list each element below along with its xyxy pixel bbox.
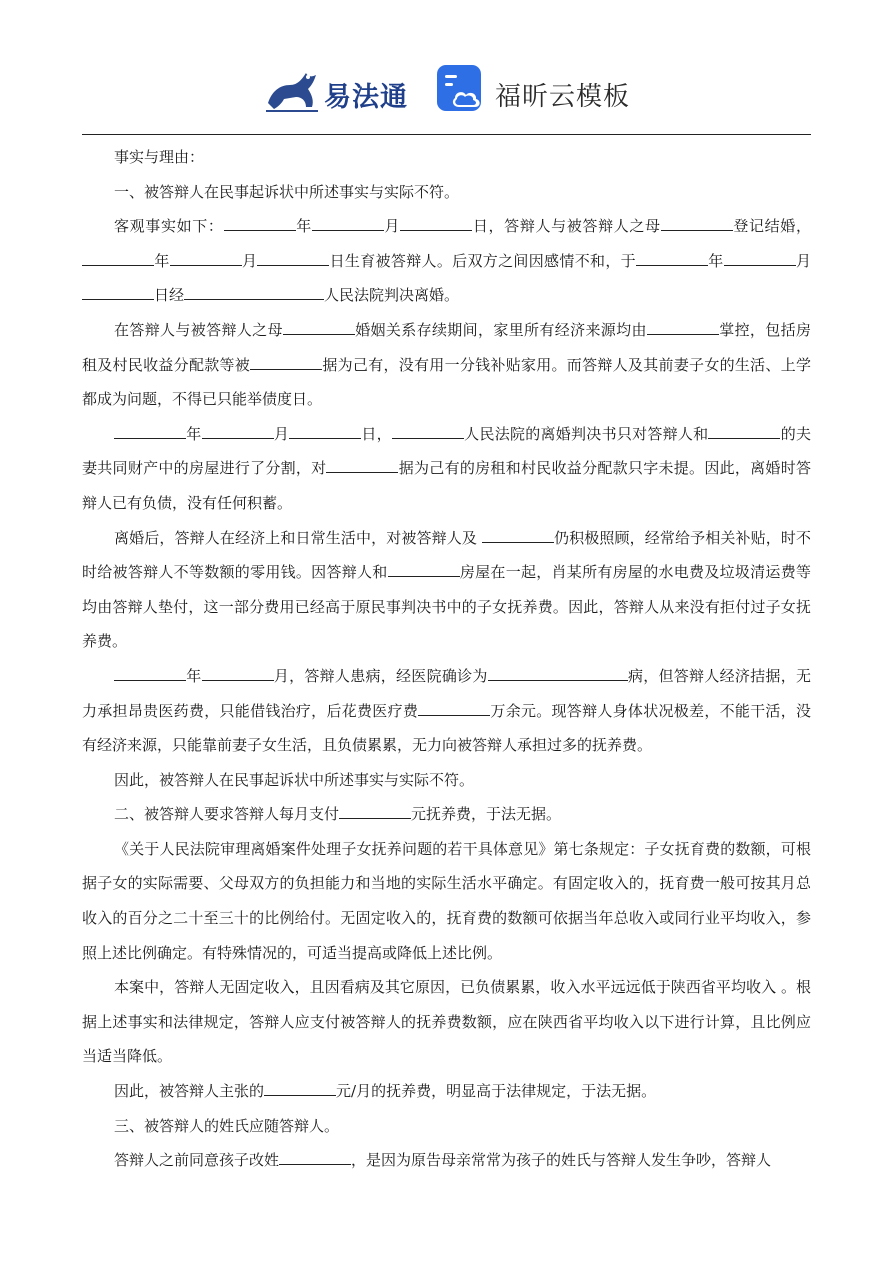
blank-field[interactable] bbox=[202, 424, 274, 439]
section-heading: 事实与理由： bbox=[114, 148, 205, 166]
blank-field[interactable] bbox=[392, 424, 464, 439]
blank-field[interactable] bbox=[170, 251, 242, 266]
yifatong-logo bbox=[262, 63, 422, 117]
logo-left-text: 易法通 bbox=[324, 82, 408, 113]
point-three-heading: 三、被答辩人的姓氏应随答辩人。 bbox=[114, 1116, 340, 1135]
blank-field[interactable] bbox=[312, 216, 384, 231]
blank-field[interactable] bbox=[114, 424, 186, 439]
paragraph-divorce-judgment: 年 月 日， 人民法院的离婚判决书只对答辩人和 的夫妻共同财产中的房屋进行了分割，对 据为己有的房租和村民收益分配款只字未提。因此，离婚时答辩人已有负债，没有任何积蓄。 bbox=[82, 424, 811, 512]
paragraph-marriage: 在答辩人与被答辩人之母 婚姻关系存续期间，家里所有经济来源均由 掌控，包括房租及村民收益分配款等被 据为己有，没有用一分钱补贴家用。而答辩人及其前妻子女的生活、上学都成为问题，不得已只能举债度日。 bbox=[82, 320, 811, 409]
paragraph-this-case: 本案中，答辩人无固定收入，且因看病及其它原因，已负债累累，收入水平远远低于陕西省平均收入 。根据上述事实和法律规定，答辩人应支付被答辩人的抚养费数额，应在陕西省平均收入以下进行计算，且比例应当适当降低。 bbox=[82, 978, 811, 1066]
cloud-document-icon bbox=[435, 63, 487, 115]
blank-field[interactable] bbox=[202, 666, 274, 681]
blank-field[interactable] bbox=[339, 804, 411, 819]
blank-field[interactable] bbox=[82, 251, 154, 266]
document-body bbox=[82, 140, 811, 1178]
blank-field[interactable] bbox=[724, 251, 796, 266]
blank-field[interactable] bbox=[224, 216, 296, 231]
blank-field[interactable] bbox=[114, 666, 186, 681]
paragraph-conclusion-two: 因此，被答辩人主张的 元/月的抚养费，明显高于法律规定，于法无据。 bbox=[114, 1082, 657, 1101]
logo-right-text: 福昕云模板 bbox=[495, 82, 631, 112]
paragraph-conclusion-one: 因此，被答辩人在民事起诉状中所述事实与实际不符。 bbox=[114, 770, 475, 789]
point-two-heading: 二、被答辩人要求答辩人每月支付 元抚养费，于法无据。 bbox=[114, 805, 562, 824]
blank-field[interactable] bbox=[257, 251, 329, 266]
blank-field[interactable] bbox=[400, 216, 472, 231]
point-one-heading: 一、被答辩人在民事起诉状中所述事实与实际不符。 bbox=[114, 182, 460, 201]
blank-field[interactable] bbox=[636, 251, 708, 266]
qilin-icon bbox=[262, 63, 324, 117]
blank-field[interactable] bbox=[264, 1081, 336, 1096]
blank-field[interactable] bbox=[482, 528, 554, 543]
paragraph-legal-basis: 《关于人民法院审理离婚案件处理子女抚养问题的若干具体意见》第七条规定：子女抚育费的数额，可根据子女的实际需要、父母双方的负担能力和当地的实际生活水平确定。有固定收入的，抚育费一般可按其月总收入的百分之二十至三十的比例给付。无固定收入的，抚育费的数额可依据当年总收入或同行业平均收入，参照上述比例确定。有特殊情况的，可适当提高或降低上述比例。 bbox=[82, 839, 811, 962]
blank-field[interactable] bbox=[388, 562, 460, 577]
blank-field[interactable] bbox=[661, 216, 733, 231]
paragraph-surname: 答辩人之前同意孩子改姓 ，是因为原告母亲常常为孩子的姓氏与答辩人发生争吵，答辩人 bbox=[114, 1151, 772, 1170]
paragraph-after-divorce: 离婚后，答辩人在经济上和日常生活中，对被答辩人及 仍积极照顾，经常给予相关补贴，时不时给被答辩人不等数额的零用钱。因答辩人和 房屋在一起，肖某所有房屋的水电费及垃圾清运费等均由答辩人垫付，这一部分费用已经高于原民事判决书中的子女抚养费。因此，答辩人从来没有拒付过子女抚养费。 bbox=[82, 528, 811, 651]
foxit-template-logo bbox=[435, 63, 655, 117]
blank-field[interactable] bbox=[184, 285, 324, 300]
paragraph-illness: 年 月，答辩人患病，经医院确诊为 病，但答辩人经济拮据，无力承担昂贵医药费，只能借钱治疗，后花费医疗费 万余元。现答辩人身体状况极差，不能干活，没有经济来源，只能靠前妻子女生活，且负债累累，无力向被答辩人承担过多的抚养费。 bbox=[82, 666, 811, 755]
blank-field[interactable] bbox=[418, 701, 490, 716]
page-header bbox=[0, 55, 893, 125]
blank-field[interactable] bbox=[488, 666, 628, 681]
blank-field[interactable] bbox=[283, 320, 355, 335]
blank-field[interactable] bbox=[708, 424, 780, 439]
blank-field[interactable] bbox=[326, 458, 398, 473]
blank-field[interactable] bbox=[279, 1150, 351, 1165]
paragraph-facts: 客观事实如下： 年 月 日，答辩人与被答辩人之母 登记结婚，年 月 日生育被答辩人。后双方之间因感情不和，于 年 月日经 人民法院判决离婚。 bbox=[82, 209, 811, 313]
header-divider bbox=[82, 134, 811, 135]
blank-field[interactable] bbox=[289, 424, 361, 439]
blank-field[interactable] bbox=[250, 355, 322, 370]
blank-field[interactable] bbox=[647, 320, 719, 335]
blank-field[interactable] bbox=[82, 285, 154, 300]
